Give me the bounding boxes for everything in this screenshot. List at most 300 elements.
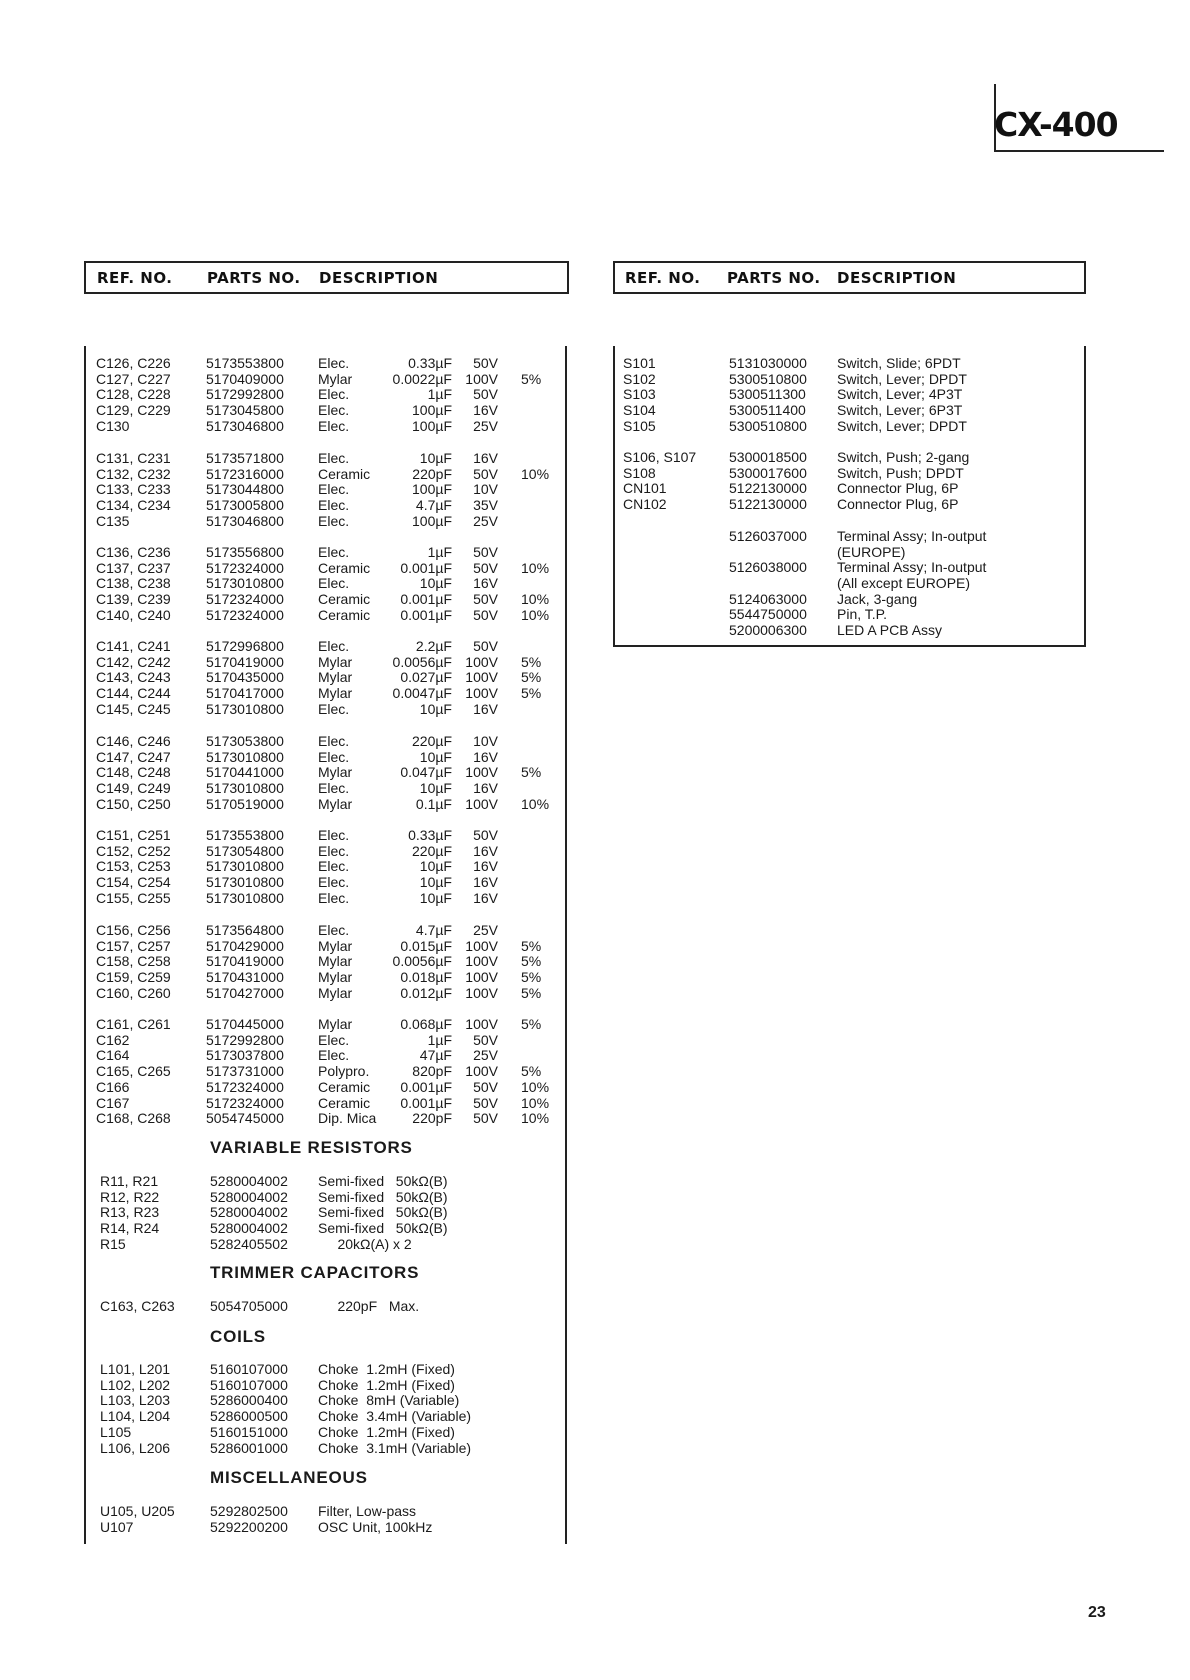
part-cell: 5173564800 <box>206 922 284 938</box>
coils-title: COILS <box>210 1327 266 1346</box>
table-row <box>623 402 1078 418</box>
left-header-desc: DESCRIPTION <box>319 269 439 287</box>
description-cell: Terminal Assy; In-output <box>837 559 987 575</box>
type-cell: Elec. <box>318 889 350 906</box>
type-cell: Elec. <box>318 1031 350 1048</box>
voltage-cell: 100V <box>465 969 498 986</box>
table-row <box>96 513 556 529</box>
right-column-header <box>613 261 1086 294</box>
value-cell: 10µF <box>419 858 452 875</box>
type-cell: Elec. <box>318 922 350 938</box>
ref-cell: CN102 <box>623 496 667 512</box>
type-cell: Elec. <box>318 450 350 466</box>
table-row <box>96 969 556 985</box>
voltage-cell: 50V <box>473 1110 498 1127</box>
ref-cell: C128, C228 <box>96 386 171 403</box>
ref-cell: C135 <box>96 512 130 529</box>
type-cell: Elec. <box>318 544 350 560</box>
part-cell: 5173571800 <box>206 450 284 466</box>
ref-cell: S105 <box>623 418 656 434</box>
description-cell: Filter, Low-pass <box>318 1503 417 1519</box>
tolerance-cell: 10% <box>521 559 550 576</box>
part-cell: 5173010800 <box>206 874 284 891</box>
ref-cell: C136, C236 <box>96 544 171 560</box>
table-row <box>96 544 556 560</box>
ref-cell: C141, C241 <box>96 638 171 654</box>
voltage-cell: 16V <box>473 874 498 891</box>
type-cell: Elec. <box>318 858 350 875</box>
ref-cell: S106, S107 <box>623 449 697 465</box>
left-column-header <box>84 261 569 294</box>
value-cell: 47µF <box>419 1047 452 1064</box>
voltage-cell: 100V <box>465 795 498 812</box>
tolerance-cell: 5% <box>521 1016 542 1032</box>
ref-cell: S108 <box>623 465 656 481</box>
table-row <box>96 497 556 513</box>
part-cell: 5170419000 <box>206 653 284 670</box>
part-cell: 5172996800 <box>206 638 284 654</box>
value-cell: 0.001µF <box>400 1094 452 1111</box>
left-table-rule-right <box>565 346 567 1544</box>
value-cell: 4.7µF <box>415 922 452 938</box>
table-row <box>100 1377 556 1393</box>
ref-cell: C126, C226 <box>96 355 171 371</box>
part-cell: 5173044800 <box>206 481 284 498</box>
part-cell: 5173010800 <box>206 858 284 875</box>
ref-cell: C159, C259 <box>96 969 171 986</box>
table-row <box>623 606 1078 622</box>
part-cell: 5282405502 <box>210 1235 288 1252</box>
table-row <box>96 733 556 749</box>
voltage-cell: 100V <box>465 1016 498 1032</box>
table-row <box>96 481 556 497</box>
table-row <box>623 591 1078 607</box>
description-cell: OSC Unit, 100kHz <box>318 1518 433 1535</box>
description-cell: Switch, Lever; 4P3T <box>837 386 963 402</box>
voltage-cell: 16V <box>473 780 498 797</box>
ref-cell: L103, L203 <box>100 1392 171 1409</box>
table-row <box>96 418 556 434</box>
type-cell: Elec. <box>318 481 350 498</box>
table-row <box>96 1016 556 1032</box>
table-row <box>96 858 556 874</box>
table-row <box>623 418 1078 434</box>
part-cell: 5170429000 <box>206 937 284 954</box>
type-cell: Elec. <box>318 386 350 403</box>
value-cell: 4.7µF <box>415 497 452 514</box>
value-cell: 0.027µF <box>400 669 452 686</box>
part-cell: 5170419000 <box>206 953 284 970</box>
type-cell: Elec. <box>318 512 350 529</box>
voltage-cell: 50V <box>473 1031 498 1048</box>
description-cell: LED A PCB Assy <box>837 622 943 638</box>
type-cell: Elec. <box>318 1047 350 1064</box>
part-cell: 5172324000 <box>206 591 284 608</box>
tolerance-cell: 10% <box>521 1078 550 1095</box>
ref-cell: C130 <box>96 417 130 434</box>
description-cell: Choke 3.4mH (Variable) <box>318 1408 472 1425</box>
voltage-cell: 10V <box>473 733 498 749</box>
voltage-cell: 25V <box>473 417 498 434</box>
voltage-cell: 16V <box>473 748 498 765</box>
part-cell: 5126037000 <box>729 528 807 544</box>
table-row <box>96 780 556 796</box>
variable-resistors-title: VARIABLE RESISTORS <box>210 1138 413 1157</box>
part-cell: 5172324000 <box>206 606 284 623</box>
part-cell: 5173046800 <box>206 512 284 529</box>
ref-cell: C127, C227 <box>96 370 171 387</box>
tolerance-cell: 10% <box>521 591 550 608</box>
type-cell: Elec. <box>318 874 350 891</box>
description-cell: Choke 1.2mH (Fixed) <box>318 1361 455 1377</box>
table-row <box>96 402 556 418</box>
type-cell: Polypro. <box>318 1063 370 1080</box>
ref-cell: C139, C239 <box>96 591 171 608</box>
type-cell: Dip. Mica <box>318 1110 377 1127</box>
table-row <box>96 386 556 402</box>
table-row <box>96 575 556 591</box>
ref-cell: C143, C243 <box>96 669 171 686</box>
type-cell: Mylar <box>318 984 353 1001</box>
description-cell: Switch, Lever; 6P3T <box>837 402 963 418</box>
voltage-cell: 50V <box>473 386 498 403</box>
value-cell: 100µF <box>412 512 452 529</box>
description-cell: Choke 1.2mH (Fixed) <box>318 1423 455 1440</box>
ref-cell: L101, L201 <box>100 1361 171 1377</box>
voltage-cell: 50V <box>473 1094 498 1111</box>
tolerance-cell: 5% <box>521 937 542 954</box>
description-cell: Switch, Push; 2-gang <box>837 449 970 465</box>
table-row <box>100 1361 556 1377</box>
type-cell: Elec. <box>318 497 350 514</box>
table-row <box>96 922 556 938</box>
part-cell: 5122130000 <box>729 480 807 496</box>
part-cell: 5172324000 <box>206 1094 284 1111</box>
value-cell: 0.015µF <box>400 937 452 954</box>
description-cell: Terminal Assy; In-output <box>837 528 987 544</box>
table-row <box>100 1392 556 1408</box>
value-cell: 100µF <box>412 402 452 419</box>
table-row <box>96 669 556 685</box>
tolerance-cell: 10% <box>521 795 550 812</box>
value-cell: 220pF <box>412 465 452 482</box>
type-cell: Elec. <box>318 355 350 371</box>
voltage-cell: 100V <box>465 984 498 1001</box>
ref-cell: CN101 <box>623 480 667 496</box>
table-row <box>96 638 556 654</box>
part-cell: 5280004002 <box>210 1220 288 1237</box>
type-cell: Mylar <box>318 653 353 670</box>
type-cell: Elec. <box>318 417 350 434</box>
part-cell: 5173553800 <box>206 355 284 371</box>
value-cell: 10µF <box>419 874 452 891</box>
left-header-parts: PARTS NO. <box>207 269 301 287</box>
description-cell: Connector Plug, 6P <box>837 480 959 496</box>
ref-cell: C146, C246 <box>96 733 171 749</box>
type-cell: Ceramic <box>318 591 371 608</box>
tolerance-cell: 5% <box>521 1063 542 1080</box>
value-cell: 0.001µF <box>400 606 452 623</box>
description-cell: Switch, Slide; 6PDT <box>837 355 961 371</box>
type-cell: Mylar <box>318 969 353 986</box>
value-cell: 10µF <box>419 748 452 765</box>
description-cell: Switch, Push; DPDT <box>837 465 964 481</box>
type-cell: Mylar <box>318 685 353 702</box>
part-cell: 5286001000 <box>210 1439 288 1456</box>
table-row <box>96 560 556 576</box>
ref-cell: C156, C256 <box>96 922 171 938</box>
ref-cell: C164 <box>96 1047 130 1064</box>
table-row <box>100 1220 556 1236</box>
value-cell: 10µF <box>419 575 452 592</box>
value-cell: 0.33µF <box>408 355 452 371</box>
description-cell: Switch, Lever; DPDT <box>837 418 967 434</box>
ref-cell: C150, C250 <box>96 795 171 812</box>
table-row <box>96 827 556 843</box>
description-cell: Choke 8mH (Variable) <box>318 1392 460 1409</box>
description-cell: Semi-fixed 50kΩ(B) <box>318 1188 448 1205</box>
value-cell: 1µF <box>427 386 452 403</box>
ref-cell: C145, C245 <box>96 700 171 717</box>
part-cell: 5172992800 <box>206 386 284 403</box>
right-header-desc: DESCRIPTION <box>837 269 957 287</box>
voltage-cell: 50V <box>473 559 498 576</box>
table-row <box>96 1063 556 1079</box>
part-cell: 5173553800 <box>206 827 284 843</box>
voltage-cell: 16V <box>473 402 498 419</box>
voltage-cell: 16V <box>473 450 498 466</box>
page-number: 23 <box>1088 1604 1106 1621</box>
voltage-cell: 100V <box>465 764 498 781</box>
voltage-cell: 50V <box>473 591 498 608</box>
table-row <box>96 1110 556 1126</box>
table-row <box>96 701 556 717</box>
table-row <box>96 1079 556 1095</box>
ref-cell: C158, C258 <box>96 953 171 970</box>
value-cell: 0.001µF <box>400 1078 452 1095</box>
value-cell: 0.001µF <box>400 591 452 608</box>
table-row <box>96 874 556 890</box>
table-row <box>623 449 1078 465</box>
voltage-cell: 25V <box>473 512 498 529</box>
table-row <box>100 1408 556 1424</box>
tolerance-cell: 5% <box>521 370 542 387</box>
part-cell: 5292200200 <box>210 1518 288 1535</box>
table-row <box>96 607 556 623</box>
ref-cell: C154, C254 <box>96 874 171 891</box>
value-cell: 10µF <box>419 700 452 717</box>
part-cell: 5170519000 <box>206 795 284 812</box>
value-cell: 1µF <box>427 544 452 560</box>
ref-cell: L104, L204 <box>100 1408 171 1425</box>
type-cell: Ceramic <box>318 465 371 482</box>
type-cell: Elec. <box>318 733 350 749</box>
value-cell: 0.1µF <box>415 795 452 812</box>
description-cell: Jack, 3-gang <box>837 591 918 607</box>
model-rule-horizontal <box>994 150 1164 152</box>
description-cell: (EUROPE) <box>837 544 906 560</box>
tolerance-cell: 5% <box>521 653 542 670</box>
part-cell: 5054705000 <box>210 1298 288 1314</box>
part-cell: 5173045800 <box>206 402 284 419</box>
value-cell: 0.0022µF <box>392 370 452 387</box>
ref-cell: U107 <box>100 1518 134 1535</box>
table-row <box>623 480 1078 496</box>
value-cell: 10µF <box>419 780 452 797</box>
ref-cell: C129, C229 <box>96 402 171 419</box>
model-title: CX-400 <box>994 105 1118 144</box>
table-row <box>100 1519 556 1535</box>
type-cell: Elec. <box>318 827 350 843</box>
part-cell: 5300510800 <box>729 371 807 387</box>
description-cell: (All except EUROPE) <box>837 575 971 591</box>
type-cell: Elec. <box>318 402 350 419</box>
part-cell: 5172992800 <box>206 1031 284 1048</box>
ref-cell: R13, R23 <box>100 1204 160 1221</box>
part-cell: 5170417000 <box>206 685 284 702</box>
table-row <box>623 371 1078 387</box>
type-cell: Elec. <box>318 780 350 797</box>
part-cell: 5173005800 <box>206 497 284 514</box>
voltage-cell: 100V <box>465 669 498 686</box>
voltage-cell: 100V <box>465 370 498 387</box>
description-cell: Switch, Lever; DPDT <box>837 371 967 387</box>
table-row <box>96 843 556 859</box>
ref-cell: C133, C233 <box>96 481 171 498</box>
value-cell: 0.012µF <box>400 984 452 1001</box>
right-header-ref: REF. NO. <box>625 269 701 287</box>
part-cell: 5170409000 <box>206 370 284 387</box>
voltage-cell: 16V <box>473 575 498 592</box>
ref-cell: C151, C251 <box>96 827 171 843</box>
description-cell: 20kΩ(A) x 2 <box>318 1235 412 1252</box>
value-cell: 0.047µF <box>400 764 452 781</box>
ref-cell: C134, C234 <box>96 497 171 514</box>
value-cell: 100µF <box>412 481 452 498</box>
value-cell: 100µF <box>412 417 452 434</box>
table-row <box>623 575 1078 591</box>
voltage-cell: 16V <box>473 889 498 906</box>
ref-cell: C155, C255 <box>96 889 171 906</box>
table-row <box>100 1440 556 1456</box>
type-cell: Mylar <box>318 937 353 954</box>
type-cell: Elec. <box>318 575 350 592</box>
part-cell: 5544750000 <box>729 606 807 622</box>
table-row <box>100 1173 556 1189</box>
voltage-cell: 50V <box>473 638 498 654</box>
ref-cell: C167 <box>96 1094 130 1111</box>
table-row <box>100 1298 556 1314</box>
voltage-cell: 100V <box>465 1063 498 1080</box>
voltage-cell: 100V <box>465 937 498 954</box>
right-table-rule-left <box>613 346 615 646</box>
table-row <box>623 355 1078 371</box>
tolerance-cell: 10% <box>521 465 550 482</box>
value-cell: 820pF <box>412 1063 452 1080</box>
table-row <box>100 1236 556 1252</box>
ref-cell: C138, C238 <box>96 575 171 592</box>
tolerance-cell: 5% <box>521 984 542 1001</box>
type-cell: Mylar <box>318 1016 353 1032</box>
ref-cell: S101 <box>623 355 656 371</box>
part-cell: 5173046800 <box>206 417 284 434</box>
voltage-cell: 50V <box>473 544 498 560</box>
voltage-cell: 35V <box>473 497 498 514</box>
type-cell: Mylar <box>318 764 353 781</box>
table-row <box>96 355 556 371</box>
ref-cell: C161, C261 <box>96 1016 171 1032</box>
part-cell: 5300510800 <box>729 418 807 434</box>
part-cell: 5280004002 <box>210 1188 288 1205</box>
tolerance-cell: 10% <box>521 1094 550 1111</box>
table-row <box>100 1424 556 1440</box>
part-cell: 5172324000 <box>206 1078 284 1095</box>
tolerance-cell: 5% <box>521 764 542 781</box>
voltage-cell: 100V <box>465 685 498 702</box>
table-row <box>96 749 556 765</box>
table-row <box>96 654 556 670</box>
part-cell: 5170445000 <box>206 1016 284 1032</box>
ref-cell: S104 <box>623 402 656 418</box>
value-cell: 10µF <box>419 889 452 906</box>
part-cell: 5300018500 <box>729 449 807 465</box>
voltage-cell: 16V <box>473 700 498 717</box>
value-cell: 0.018µF <box>400 969 452 986</box>
right-header-parts: PARTS NO. <box>727 269 821 287</box>
part-cell: 5173010800 <box>206 575 284 592</box>
part-cell: 5054745000 <box>206 1110 284 1127</box>
ref-cell: L105 <box>100 1423 132 1440</box>
ref-cell: C140, C240 <box>96 606 171 623</box>
ref-cell: C157, C257 <box>96 937 171 954</box>
description-cell: Semi-fixed 50kΩ(B) <box>318 1220 448 1237</box>
part-cell: 5300511300 <box>729 386 806 402</box>
table-row <box>623 622 1078 638</box>
tolerance-cell: 5% <box>521 953 542 970</box>
description-cell: Connector Plug, 6P <box>837 496 959 512</box>
value-cell: 0.0056µF <box>392 953 452 970</box>
ref-cell: C165, C265 <box>96 1063 171 1080</box>
ref-cell: C137, C237 <box>96 559 171 576</box>
table-row <box>623 386 1078 402</box>
part-cell: 5170441000 <box>206 764 284 781</box>
tolerance-cell: 5% <box>521 669 542 686</box>
part-cell: 5172324000 <box>206 559 284 576</box>
left-header-ref: REF. NO. <box>97 269 173 287</box>
description-cell: Choke 3.1mH (Variable) <box>318 1439 472 1456</box>
ref-cell: R14, R24 <box>100 1220 160 1237</box>
tolerance-cell: 10% <box>521 1110 550 1127</box>
value-cell: 0.0056µF <box>392 653 452 670</box>
part-cell: 5286000500 <box>210 1408 288 1425</box>
ref-cell: C168, C268 <box>96 1110 171 1127</box>
ref-cell: R12, R22 <box>100 1188 160 1205</box>
value-cell: 2.2µF <box>415 638 452 654</box>
part-cell: 5292802500 <box>210 1503 288 1519</box>
ref-cell: C160, C260 <box>96 984 171 1001</box>
type-cell: Ceramic <box>318 559 371 576</box>
ref-cell: C153, C253 <box>96 858 171 875</box>
part-cell: 5173054800 <box>206 842 284 859</box>
type-cell: Ceramic <box>318 1094 371 1111</box>
table-row <box>96 1047 556 1063</box>
table-row <box>96 938 556 954</box>
part-cell: 5131030000 <box>729 355 807 371</box>
ref-cell: U105, U205 <box>100 1503 175 1519</box>
part-cell: 5173037800 <box>206 1047 284 1064</box>
value-cell: 1µF <box>427 1031 452 1048</box>
left-table-rule-left <box>84 346 86 1544</box>
